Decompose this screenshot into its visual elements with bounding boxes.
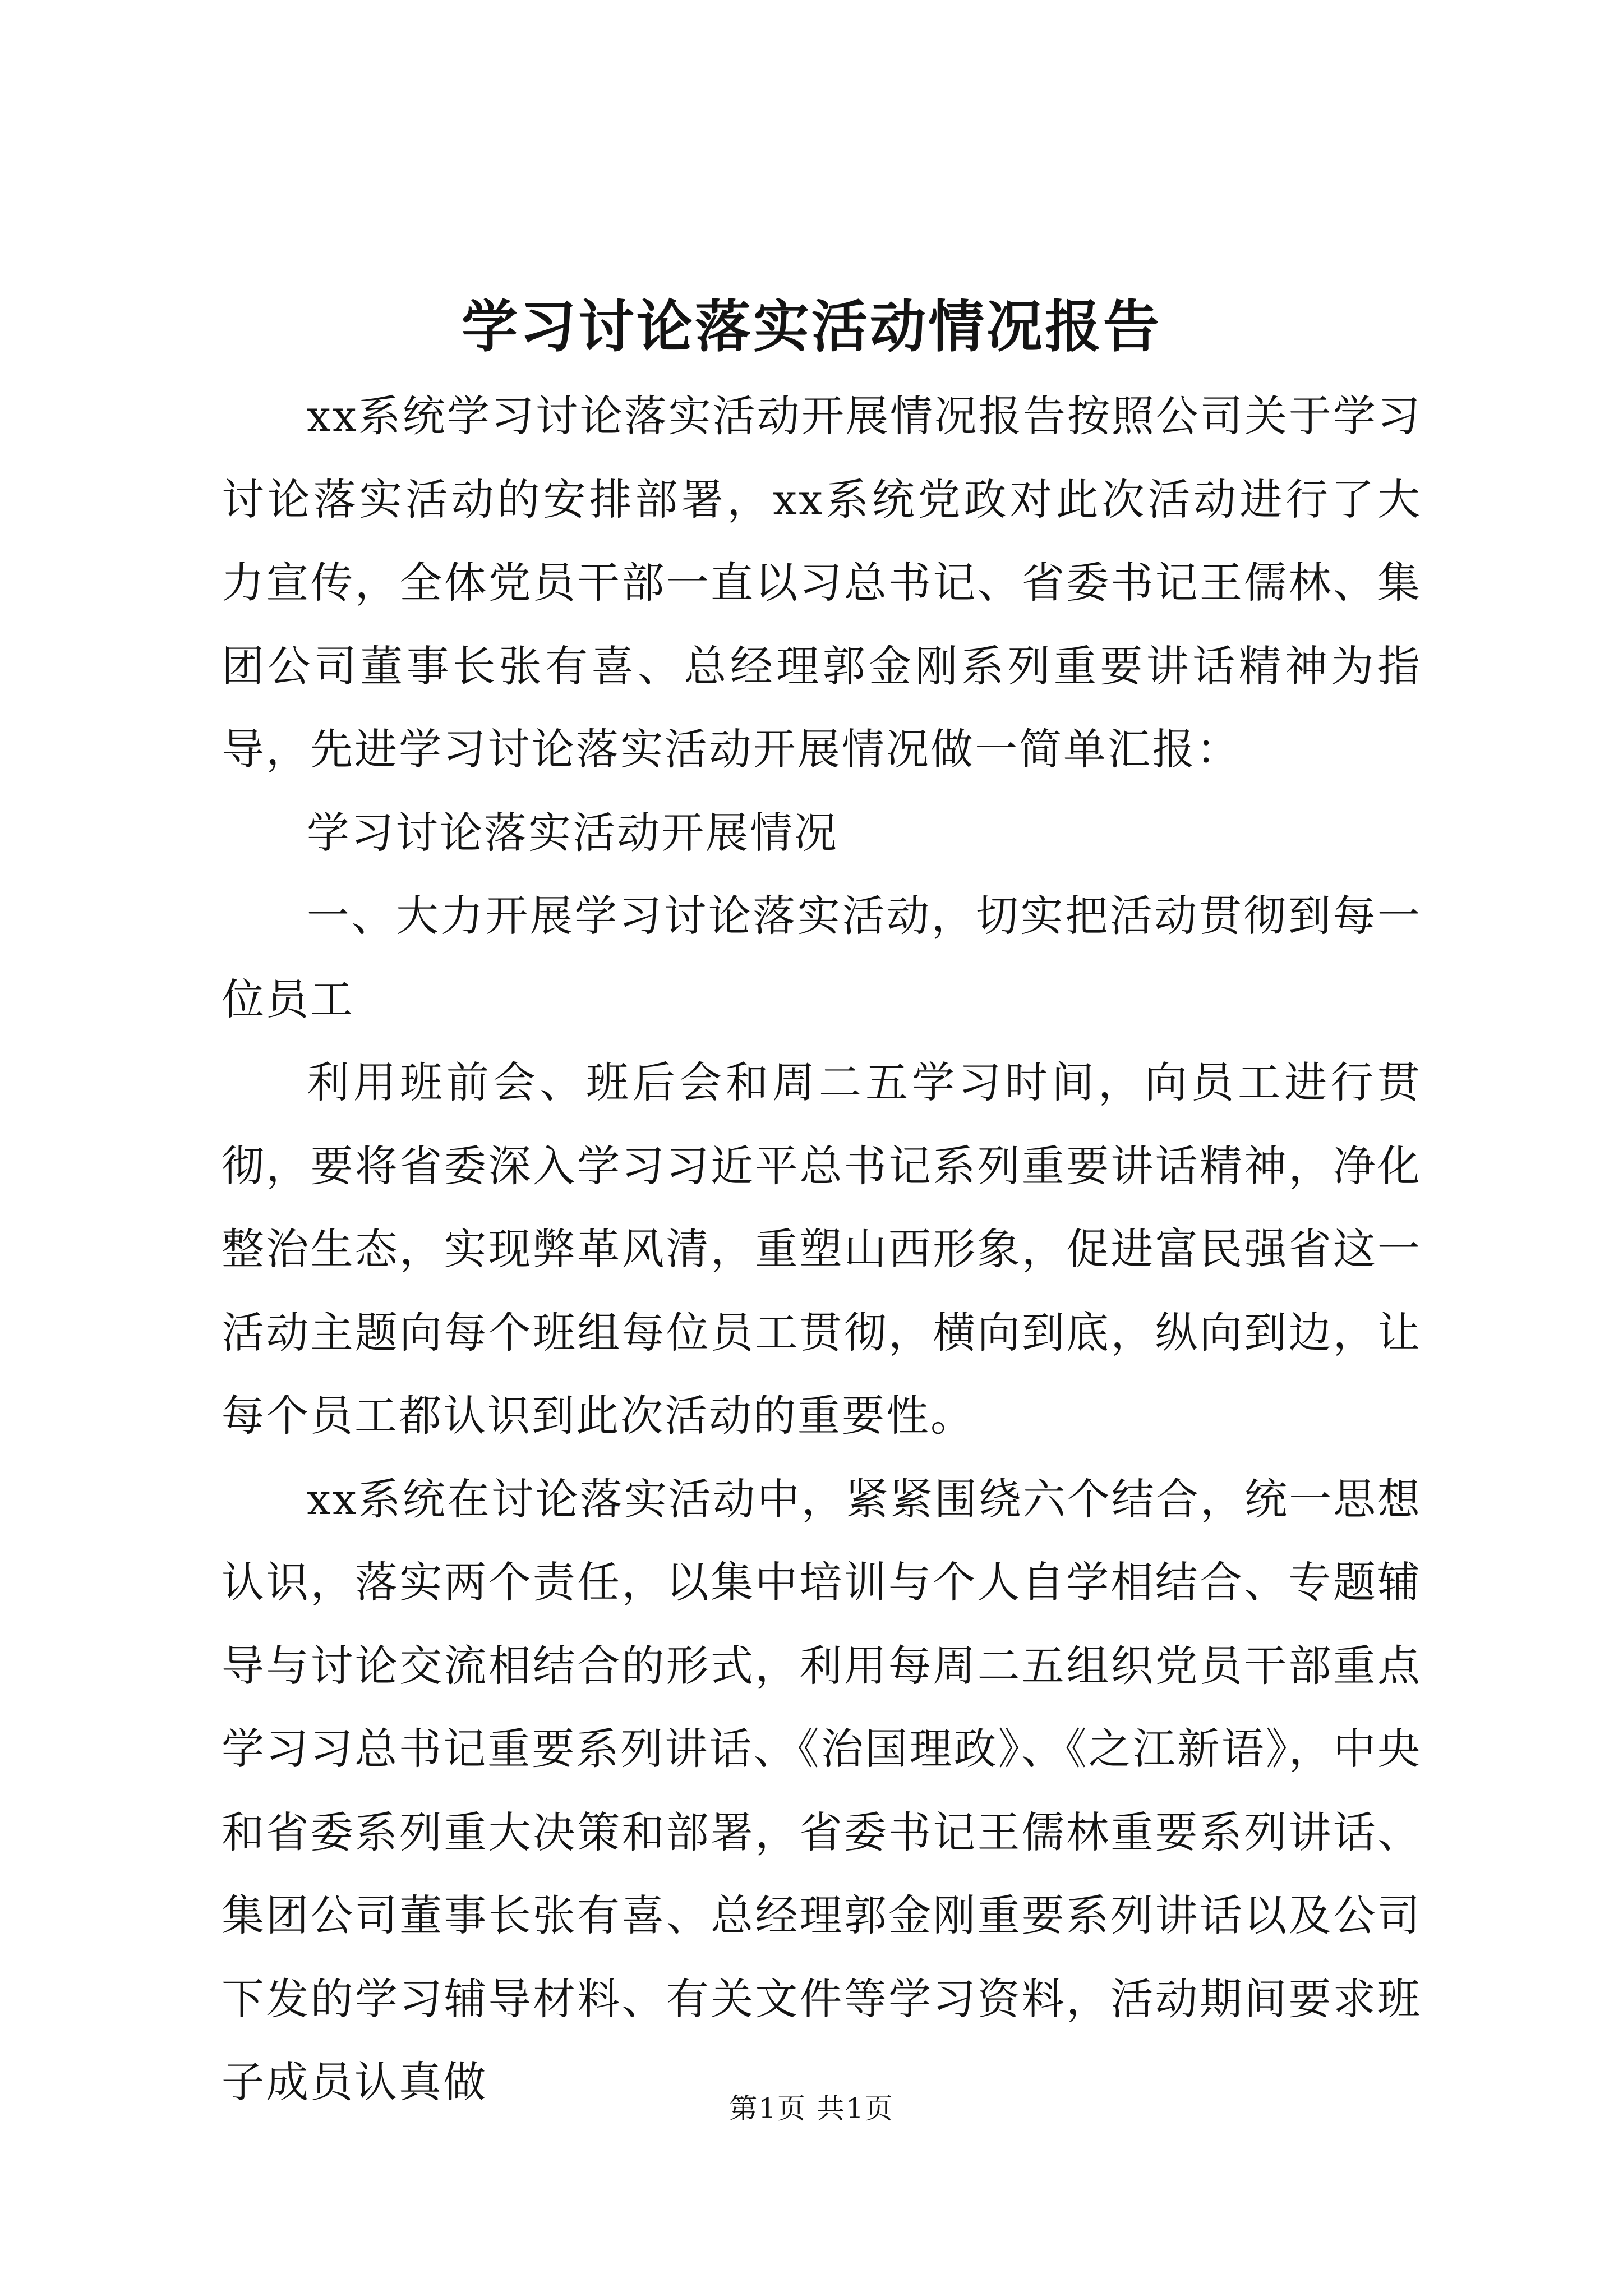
paragraph-section-heading: 学习讨论落实活动开展情况 — [307, 807, 838, 858]
paragraph-subheading-one: 一、大力开展学习讨论落实活动，切实把活动贯彻到每一位员工 — [222, 891, 1422, 1024]
document-body — [222, 375, 1422, 2124]
paragraph-study-methods: xx系统在讨论落实活动中，紧紧围绕六个结合，统一思想认识，落实两个责任，以集中培训与个人自学相结合、专题辅导与讨论交流相结合的形式，利用每周二五组织党员干部重点学习习总书记重要系列讲话、《治国理政》、《之江新语》，中央和省委系列重大决策和部署，省委书记王儒林重要系列讲话、集团公司董事长张有喜、总经理郭金刚重要系列讲话以及公司下发的学习辅导材料、有关文件等学习资料，活动期间要求班子成员认真做 — [222, 1474, 1422, 2107]
page-footer: 第1页 共1页 — [729, 2092, 894, 2125]
document-title: 学习讨论落实活动情况报告 — [462, 293, 1161, 360]
paragraph-implementation: 利用班前会、班后会和周二五学习时间，向员工进行贯彻，要将省委深入学习习近平总书记系列重要讲话精神，净化整治生态，实现弊革风清，重塑山西形象，促进富民强省这一活动主题向每个班组每位员工贯彻，横向到底，纵向到边，让每个员工都认识到此次活动的重要性。 — [222, 1057, 1422, 1441]
paragraph-intro: xx系统学习讨论落实活动开展情况报告按照公司关于学习讨论落实活动的安排部署，xx系统党政对此次活动进行了大力宣传，全体党员干部一直以习总书记、省委书记王儒林、集团公司董事长张有喜、总经理郭金刚系列重要讲话精神为指导，先进学习讨论落实活动开展情况做一简单汇报： — [222, 391, 1422, 774]
